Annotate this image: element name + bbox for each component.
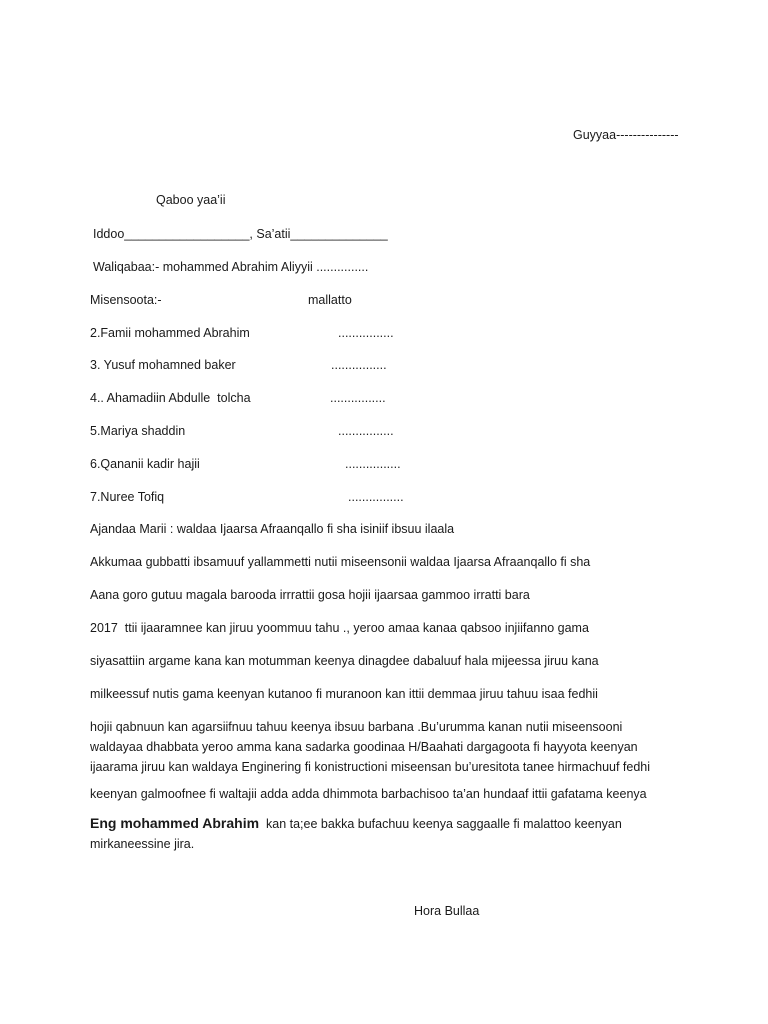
member-signature: ................ [331,358,387,372]
body-line: siyasattiin argame kana kan motumman keenya dinagdee dabaluuf hala mijeessa jiruu kana [90,654,599,668]
closing-last-line: mirkaneessine jira. [90,837,195,851]
body-line: Aana goro gutuu magala barooda irrrattii gosa hojii ijaarsaa gammoo irratti bara [90,588,530,602]
member-name: 7.Nuree Tofiq [90,490,165,504]
body-line: ijaarama jiruu kan waldaya Enginering fi konistructioni miseensan bu’uresitota tanee hirmachuuf fedhi [90,760,651,774]
body-line: Akkumaa gubbatti ibsamuuf yallammetti nutii miseensonii waldaa Ijaarsa Afraanqallo fi sha [90,555,591,569]
member-name: 5.Mariya shaddin [90,424,186,438]
member-signature: ................ [330,391,386,405]
signatory-name: Eng mohammed Abrahim [90,815,260,831]
body-line: keenyan galmoofnee fi waltajii adda adda dhimmota barbachisoo ta’an hundaaf ittii gafatama keenya [90,787,647,801]
closing-text: kan ta;ee bakka bufachuu keenya saggaalle fi malattoo keenyan [259,817,622,831]
date-label: Guyyaa--------------- [573,128,679,142]
footer-place: Hora Bullaa [414,904,480,918]
document-title: Qaboo yaa’ii [156,193,226,207]
member-signature: ................ [338,424,394,438]
member-name: 3. Yusuf mohamned baker [90,358,236,372]
member-name: 6.Qananii kadir hajii [90,457,200,471]
body-line: milkeessuf nutis gama keenyan kutanoo fi muranoon kan ittii demmaa jiruu tahuu isaa fedhii [90,687,598,701]
chair-line: Waliqabaa:- mohammed Abrahim Aliyyii ............... [93,260,369,274]
member-signature: ................ [348,490,404,504]
signature-label: mallatto [308,293,352,307]
body-line: waldayaa dhabbata yeroo amma kana sadarka goodinaa H/Baahati dargagoota fi hayyota keenyan [90,740,638,754]
member-name: 4.. Ahamadiin Abdulle tolcha [90,391,251,405]
body-line: hojii qabnuun kan agarsiifnuu tahuu keenya ibsuu barbana .Bu’urumma kanan nutii miseensooni [90,720,623,734]
member-signature: ................ [338,326,394,340]
member-name: 2.Famii mohammed Abrahim [90,326,250,340]
place-time-line: Iddoo__________________, Sa’atii______________ [93,227,388,241]
member-signature: ................ [345,457,401,471]
members-label: Misensoota:- [90,293,162,307]
body-line: 2017 ttii ijaaramnee kan jiruu yoommuu tahu ., yeroo amaa kanaa qabsoo injiifanno gama [90,621,589,635]
closing-line [90,815,622,832]
agenda-line: Ajandaa Marii : waldaa Ijaarsa Afraanqallo fi sha isiniif ibsuu ilaala [90,522,455,536]
